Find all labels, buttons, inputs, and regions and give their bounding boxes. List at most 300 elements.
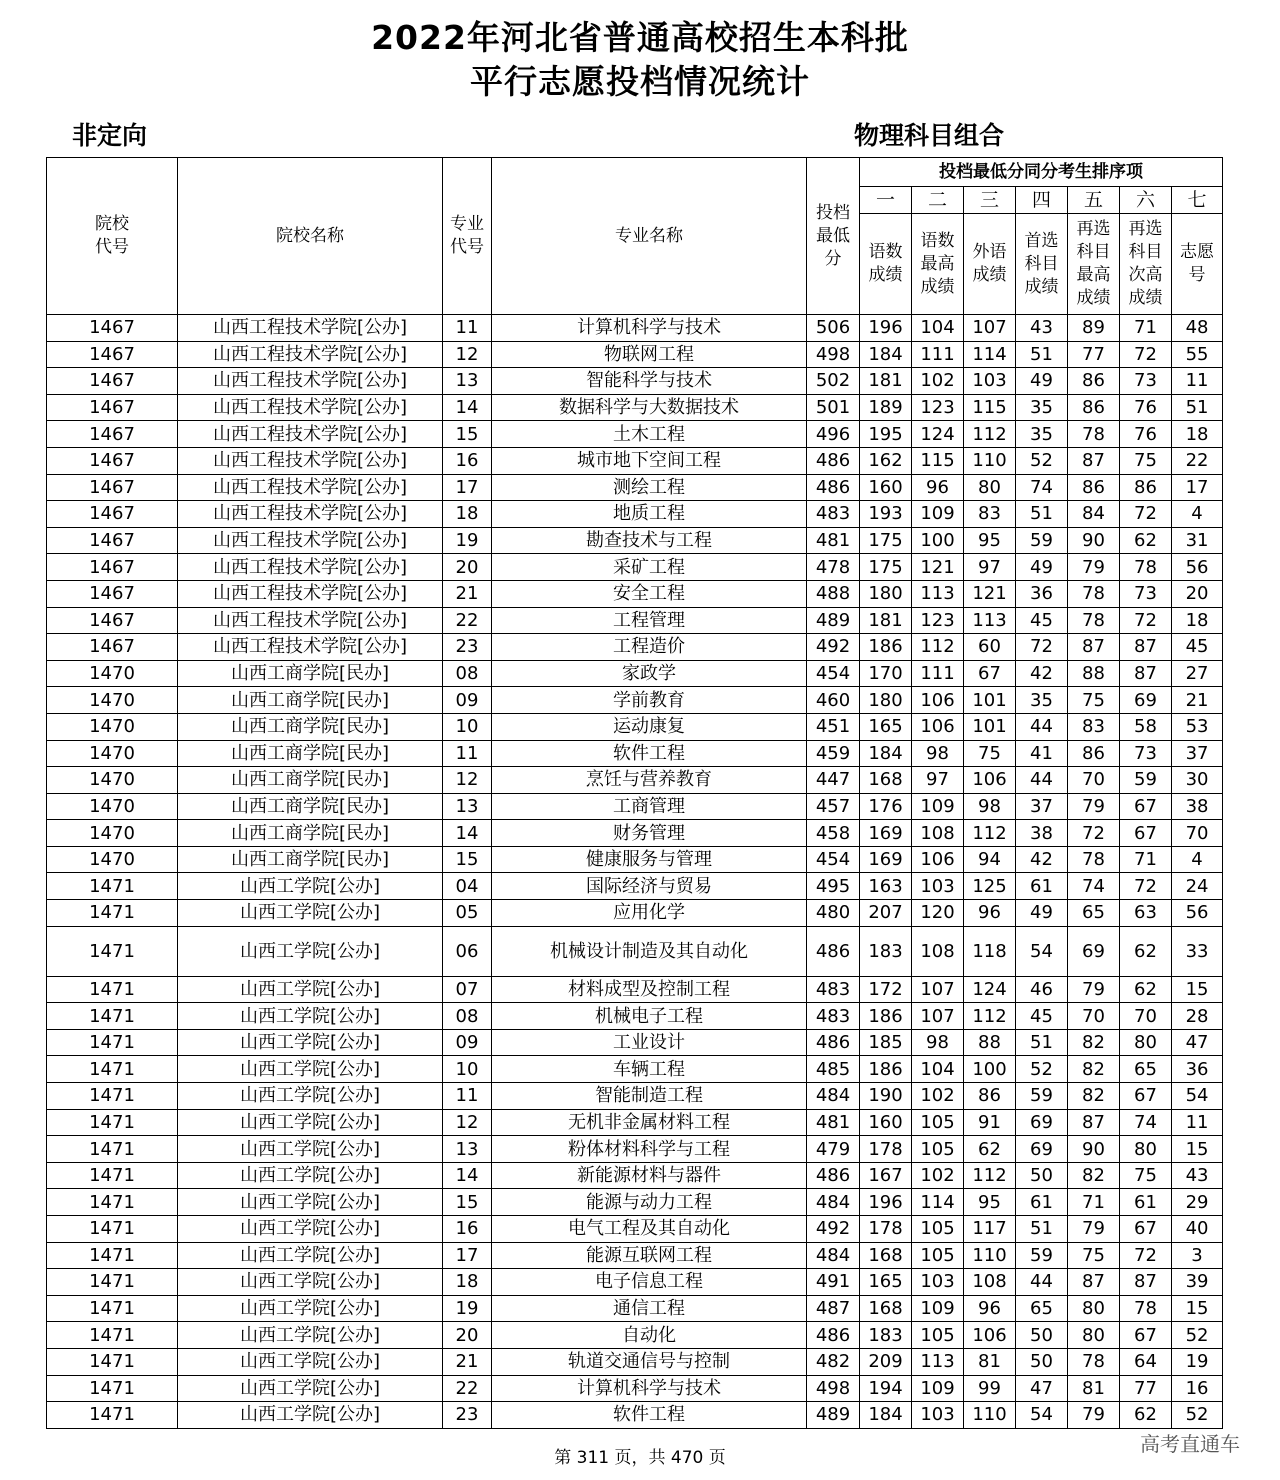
cell-rank-5: 86 [1068,368,1120,395]
cell-school-name: 山西工程技术学院[公办] [178,527,443,554]
cell-major-name: 工业设计 [492,1029,807,1056]
cell-major-name: 应用化学 [492,900,807,927]
cell-rank-3: 113 [964,607,1016,634]
header-school-code: 院校代号 [47,158,178,315]
cell-rank-2: 103 [912,873,964,900]
cell-rank-7: 27 [1172,660,1223,687]
cell-rank-6: 78 [1120,554,1172,581]
cell-major-name: 运动康复 [492,713,807,740]
cell-school-name: 山西工程技术学院[公办] [178,447,443,474]
cell-min-score: 483 [807,501,860,528]
cell-rank-5: 78 [1068,421,1120,448]
cell-rank-2: 97 [912,767,964,794]
table-row [47,341,1223,368]
cell-min-score: 481 [807,527,860,554]
cell-min-score: 483 [807,976,860,1003]
cell-major-name: 软件工程 [492,1402,807,1429]
cell-rank-1: 194 [860,1375,912,1402]
cell-school-name: 山西工学院[公办] [178,926,443,976]
cell-school-name: 山西工商学院[民办] [178,660,443,687]
cell-major-name: 材料成型及控制工程 [492,976,807,1003]
cell-rank-7: 53 [1172,713,1223,740]
cell-rank-5: 69 [1068,926,1120,976]
cell-rank-2: 113 [912,1348,964,1375]
cell-school-name: 山西工程技术学院[公办] [178,421,443,448]
cell-rank-3: 101 [964,687,1016,714]
cell-rank-5: 78 [1068,580,1120,607]
cell-major-name: 能源互联网工程 [492,1242,807,1269]
cell-rank-3: 62 [964,1136,1016,1163]
cell-major-code: 04 [443,873,492,900]
cell-rank-3: 83 [964,501,1016,528]
cell-rank-7: 18 [1172,607,1223,634]
cell-school-code: 1467 [47,447,178,474]
cell-rank-7: 56 [1172,554,1223,581]
cell-rank-6: 58 [1120,713,1172,740]
cell-rank-4: 35 [1016,394,1068,421]
cell-rank-2: 120 [912,900,964,927]
cell-rank-7: 16 [1172,1375,1223,1402]
cell-rank-2: 112 [912,634,964,661]
cell-rank-7: 20 [1172,580,1223,607]
cell-rank-7: 47 [1172,1029,1223,1056]
cell-rank-5: 86 [1068,474,1120,501]
cell-rank-7: 37 [1172,740,1223,767]
cell-major-name: 采矿工程 [492,554,807,581]
header-rank-item: 外语成绩 [964,214,1016,315]
cell-rank-6: 72 [1120,341,1172,368]
cell-rank-5: 82 [1068,1083,1120,1110]
cell-rank-3: 112 [964,421,1016,448]
cell-min-score: 485 [807,1056,860,1083]
cell-rank-6: 62 [1120,1402,1172,1429]
cell-school-code: 1471 [47,1189,178,1216]
cell-rank-3: 86 [964,1083,1016,1110]
cell-school-name: 山西工学院[公办] [178,1083,443,1110]
cell-rank-2: 108 [912,820,964,847]
cell-rank-6: 80 [1120,1136,1172,1163]
cell-rank-3: 75 [964,740,1016,767]
table-row [47,900,1223,927]
cell-rank-2: 106 [912,713,964,740]
cell-major-code: 09 [443,687,492,714]
cell-rank-4: 54 [1016,926,1068,976]
cell-rank-4: 61 [1016,1189,1068,1216]
cell-school-name: 山西工学院[公办] [178,1295,443,1322]
cell-rank-1: 163 [860,873,912,900]
cell-rank-5: 80 [1068,1295,1120,1322]
cell-rank-7: 19 [1172,1348,1223,1375]
cell-rank-7: 17 [1172,474,1223,501]
cell-rank-2: 115 [912,447,964,474]
table-row [47,447,1223,474]
cell-major-code: 05 [443,900,492,927]
cell-rank-4: 44 [1016,713,1068,740]
cell-major-code: 20 [443,1322,492,1349]
cell-min-score: 486 [807,926,860,976]
table-row [47,1109,1223,1136]
cell-min-score: 486 [807,447,860,474]
cell-rank-2: 104 [912,1056,964,1083]
cell-rank-6: 63 [1120,900,1172,927]
cell-rank-5: 82 [1068,1029,1120,1056]
cell-min-score: 492 [807,634,860,661]
cell-rank-3: 125 [964,873,1016,900]
cell-rank-6: 67 [1120,793,1172,820]
cell-school-name: 山西工商学院[民办] [178,820,443,847]
cell-rank-4: 49 [1016,900,1068,927]
cell-rank-5: 87 [1068,634,1120,661]
cell-rank-4: 50 [1016,1348,1068,1375]
cell-rank-3: 88 [964,1029,1016,1056]
cell-rank-4: 46 [1016,976,1068,1003]
cell-school-code: 1467 [47,421,178,448]
cell-major-code: 11 [443,1083,492,1110]
cell-rank-7: 43 [1172,1162,1223,1189]
table-row [47,527,1223,554]
cell-rank-7: 54 [1172,1083,1223,1110]
cell-major-code: 13 [443,1136,492,1163]
cell-rank-5: 82 [1068,1162,1120,1189]
cell-rank-2: 114 [912,1189,964,1216]
cell-rank-7: 33 [1172,926,1223,976]
cell-rank-2: 106 [912,687,964,714]
cell-rank-4: 74 [1016,474,1068,501]
cell-rank-5: 84 [1068,501,1120,528]
cell-major-code: 15 [443,1189,492,1216]
cell-school-name: 山西工程技术学院[公办] [178,554,443,581]
cell-rank-3: 121 [964,580,1016,607]
cell-rank-3: 112 [964,820,1016,847]
cell-min-score: 484 [807,1083,860,1110]
cell-rank-1: 186 [860,1056,912,1083]
cell-rank-1: 167 [860,1162,912,1189]
header-rank-item: 再选科目次高成绩 [1120,214,1172,315]
cell-rank-5: 79 [1068,793,1120,820]
cell-school-code: 1471 [47,1056,178,1083]
cell-rank-4: 36 [1016,580,1068,607]
cell-major-code: 10 [443,713,492,740]
cell-rank-2: 121 [912,554,964,581]
cell-rank-6: 71 [1120,315,1172,342]
cell-rank-5: 81 [1068,1375,1120,1402]
cell-min-score: 487 [807,1295,860,1322]
header-rank-item: 语数成绩 [860,214,912,315]
cell-school-code: 1470 [47,687,178,714]
cell-school-code: 1471 [47,1003,178,1030]
cell-rank-2: 107 [912,1003,964,1030]
cell-school-code: 1467 [47,474,178,501]
table-row [47,1269,1223,1296]
header-rank-item: 志愿号 [1172,214,1223,315]
table-row [47,713,1223,740]
cell-school-name: 山西工商学院[民办] [178,793,443,820]
cell-min-score: 506 [807,315,860,342]
cell-rank-2: 102 [912,1083,964,1110]
cell-rank-4: 49 [1016,554,1068,581]
cell-rank-1: 184 [860,740,912,767]
admission-table [46,157,1223,1429]
cell-major-code: 14 [443,1162,492,1189]
cell-major-code: 18 [443,1269,492,1296]
cell-major-code: 15 [443,421,492,448]
cell-rank-3: 98 [964,793,1016,820]
cell-rank-4: 42 [1016,846,1068,873]
cell-rank-1: 168 [860,1295,912,1322]
cell-school-name: 山西工商学院[民办] [178,740,443,767]
cell-rank-3: 97 [964,554,1016,581]
cell-rank-3: 118 [964,926,1016,976]
cell-rank-5: 75 [1068,687,1120,714]
cell-rank-6: 67 [1120,1083,1172,1110]
cell-major-name: 数据科学与大数据技术 [492,394,807,421]
cell-min-score: 479 [807,1136,860,1163]
cell-school-code: 1470 [47,846,178,873]
watermark: 高考直通车 [1140,1432,1240,1456]
cell-rank-1: 175 [860,554,912,581]
table-row [47,1029,1223,1056]
cell-major-name: 计算机科学与技术 [492,315,807,342]
cell-major-name: 粉体材料科学与工程 [492,1136,807,1163]
cell-school-code: 1471 [47,1136,178,1163]
cell-rank-4: 59 [1016,527,1068,554]
cell-school-name: 山西工商学院[民办] [178,687,443,714]
cell-rank-5: 79 [1068,976,1120,1003]
cell-school-name: 山西工学院[公办] [178,1402,443,1429]
cell-rank-6: 62 [1120,976,1172,1003]
cell-rank-2: 103 [912,1402,964,1429]
table-row [47,976,1223,1003]
cell-min-score: 501 [807,394,860,421]
cell-min-score: 486 [807,1162,860,1189]
cell-rank-4: 61 [1016,873,1068,900]
table-row [47,1083,1223,1110]
cell-rank-2: 105 [912,1242,964,1269]
cell-major-name: 烹饪与营养教育 [492,767,807,794]
cell-min-score: 498 [807,341,860,368]
cell-rank-5: 78 [1068,846,1120,873]
cell-rank-6: 72 [1120,1242,1172,1269]
cell-rank-1: 207 [860,900,912,927]
cell-rank-5: 86 [1068,740,1120,767]
cell-major-code: 11 [443,315,492,342]
cell-rank-1: 190 [860,1083,912,1110]
header-rank-number: 二 [912,187,964,214]
cell-major-code: 13 [443,793,492,820]
cell-min-score: 489 [807,607,860,634]
cell-school-code: 1471 [47,1029,178,1056]
cell-rank-3: 81 [964,1348,1016,1375]
cell-rank-6: 75 [1120,447,1172,474]
cell-major-name: 机械设计制造及其自动化 [492,926,807,976]
cell-min-score: 482 [807,1348,860,1375]
cell-rank-5: 74 [1068,873,1120,900]
cell-rank-2: 113 [912,580,964,607]
cell-rank-3: 112 [964,1003,1016,1030]
header-rank-number: 三 [964,187,1016,214]
cell-rank-2: 111 [912,660,964,687]
table-row [47,740,1223,767]
cell-rank-1: 178 [860,1216,912,1243]
cell-rank-2: 104 [912,315,964,342]
table-row [47,846,1223,873]
cell-rank-1: 181 [860,368,912,395]
cell-rank-7: 55 [1172,341,1223,368]
cell-school-code: 1471 [47,1083,178,1110]
header-min-score: 投档最低分 [807,158,860,315]
cell-rank-4: 51 [1016,341,1068,368]
cell-rank-6: 71 [1120,846,1172,873]
cell-rank-4: 45 [1016,1003,1068,1030]
cell-school-name: 山西工学院[公办] [178,1136,443,1163]
cell-rank-1: 183 [860,926,912,976]
table-row [47,634,1223,661]
cell-major-name: 能源与动力工程 [492,1189,807,1216]
cell-rank-2: 123 [912,607,964,634]
cell-rank-2: 109 [912,1295,964,1322]
cell-rank-6: 73 [1120,740,1172,767]
cell-rank-2: 109 [912,1375,964,1402]
cell-rank-7: 28 [1172,1003,1223,1030]
cell-rank-4: 52 [1016,447,1068,474]
cell-min-score: 486 [807,1029,860,1056]
table-row [47,554,1223,581]
cell-school-name: 山西工学院[公办] [178,1056,443,1083]
cell-school-name: 山西工商学院[民办] [178,767,443,794]
cell-rank-4: 72 [1016,634,1068,661]
page-subtitle: 平行志愿投档情况统计 [470,62,810,101]
cell-school-name: 山西工学院[公办] [178,900,443,927]
cell-major-code: 13 [443,368,492,395]
page-title: 2022年河北省普通高校招生本科批 [371,18,909,57]
cell-rank-5: 83 [1068,713,1120,740]
cell-rank-5: 79 [1068,554,1120,581]
cell-rank-7: 18 [1172,421,1223,448]
cell-rank-6: 77 [1120,1375,1172,1402]
cell-major-code: 06 [443,926,492,976]
cell-rank-7: 21 [1172,687,1223,714]
cell-major-code: 19 [443,527,492,554]
cell-rank-2: 105 [912,1109,964,1136]
cell-rank-4: 69 [1016,1136,1068,1163]
cell-rank-2: 103 [912,1269,964,1296]
cell-rank-1: 195 [860,421,912,448]
cell-school-code: 1467 [47,607,178,634]
cell-rank-7: 22 [1172,447,1223,474]
cell-rank-2: 98 [912,740,964,767]
cell-rank-3: 96 [964,900,1016,927]
cell-min-score: 478 [807,554,860,581]
cell-school-name: 山西工学院[公办] [178,1375,443,1402]
cell-rank-6: 73 [1120,368,1172,395]
cell-rank-4: 44 [1016,767,1068,794]
cell-rank-1: 189 [860,394,912,421]
cell-rank-4: 59 [1016,1083,1068,1110]
header-rank-number: 六 [1120,187,1172,214]
cell-rank-6: 59 [1120,767,1172,794]
cell-rank-3: 107 [964,315,1016,342]
cell-rank-3: 80 [964,474,1016,501]
cell-rank-7: 31 [1172,527,1223,554]
cell-rank-7: 3 [1172,1242,1223,1269]
cell-school-name: 山西工学院[公办] [178,873,443,900]
cell-major-code: 17 [443,474,492,501]
table-row [47,1322,1223,1349]
table-row [47,1402,1223,1429]
table-row [47,501,1223,528]
cell-rank-5: 80 [1068,1322,1120,1349]
cell-school-name: 山西工学院[公办] [178,1003,443,1030]
cell-major-name: 电子信息工程 [492,1269,807,1296]
cell-rank-5: 87 [1068,1109,1120,1136]
cell-rank-3: 106 [964,1322,1016,1349]
table-row [47,1136,1223,1163]
cell-rank-6: 65 [1120,1056,1172,1083]
cell-major-code: 22 [443,1375,492,1402]
table-row [47,474,1223,501]
cell-rank-3: 110 [964,447,1016,474]
cell-rank-1: 162 [860,447,912,474]
cell-rank-3: 117 [964,1216,1016,1243]
cell-rank-6: 67 [1120,1216,1172,1243]
table-row [47,767,1223,794]
header-rank-number: 一 [860,187,912,214]
cell-school-code: 1467 [47,394,178,421]
cell-rank-5: 86 [1068,394,1120,421]
cell-rank-5: 89 [1068,315,1120,342]
cell-rank-2: 111 [912,341,964,368]
cell-rank-7: 24 [1172,873,1223,900]
cell-rank-4: 51 [1016,1029,1068,1056]
cell-rank-1: 180 [860,580,912,607]
cell-rank-6: 62 [1120,926,1172,976]
cell-rank-1: 186 [860,1003,912,1030]
table-row [47,1162,1223,1189]
cell-rank-5: 75 [1068,1242,1120,1269]
cell-rank-1: 169 [860,820,912,847]
cell-rank-4: 54 [1016,1402,1068,1429]
cell-major-code: 20 [443,554,492,581]
table-row [47,580,1223,607]
cell-school-name: 山西工学院[公办] [178,1322,443,1349]
cell-rank-6: 87 [1120,660,1172,687]
cell-rank-4: 43 [1016,315,1068,342]
cell-rank-2: 96 [912,474,964,501]
cell-major-code: 19 [443,1295,492,1322]
cell-major-code: 23 [443,1402,492,1429]
cell-school-name: 山西工程技术学院[公办] [178,607,443,634]
table-row [47,1295,1223,1322]
cell-rank-3: 100 [964,1056,1016,1083]
cell-min-score: 484 [807,1189,860,1216]
cell-rank-2: 123 [912,394,964,421]
cell-min-score: 496 [807,421,860,448]
cell-rank-4: 44 [1016,1269,1068,1296]
cell-major-code: 12 [443,1109,492,1136]
cell-rank-7: 4 [1172,846,1223,873]
cell-rank-7: 11 [1172,1109,1223,1136]
header-major-code: 专业代号 [443,158,492,315]
cell-rank-1: 185 [860,1029,912,1056]
table-row [47,1189,1223,1216]
cell-min-score: 491 [807,1269,860,1296]
cell-school-code: 1471 [47,1242,178,1269]
cell-school-name: 山西工学院[公办] [178,1162,443,1189]
table-row [47,368,1223,395]
header-rank-group: 投档最低分同分考生排序项 [860,158,1223,187]
cell-school-code: 1467 [47,368,178,395]
cell-min-score: 483 [807,1003,860,1030]
